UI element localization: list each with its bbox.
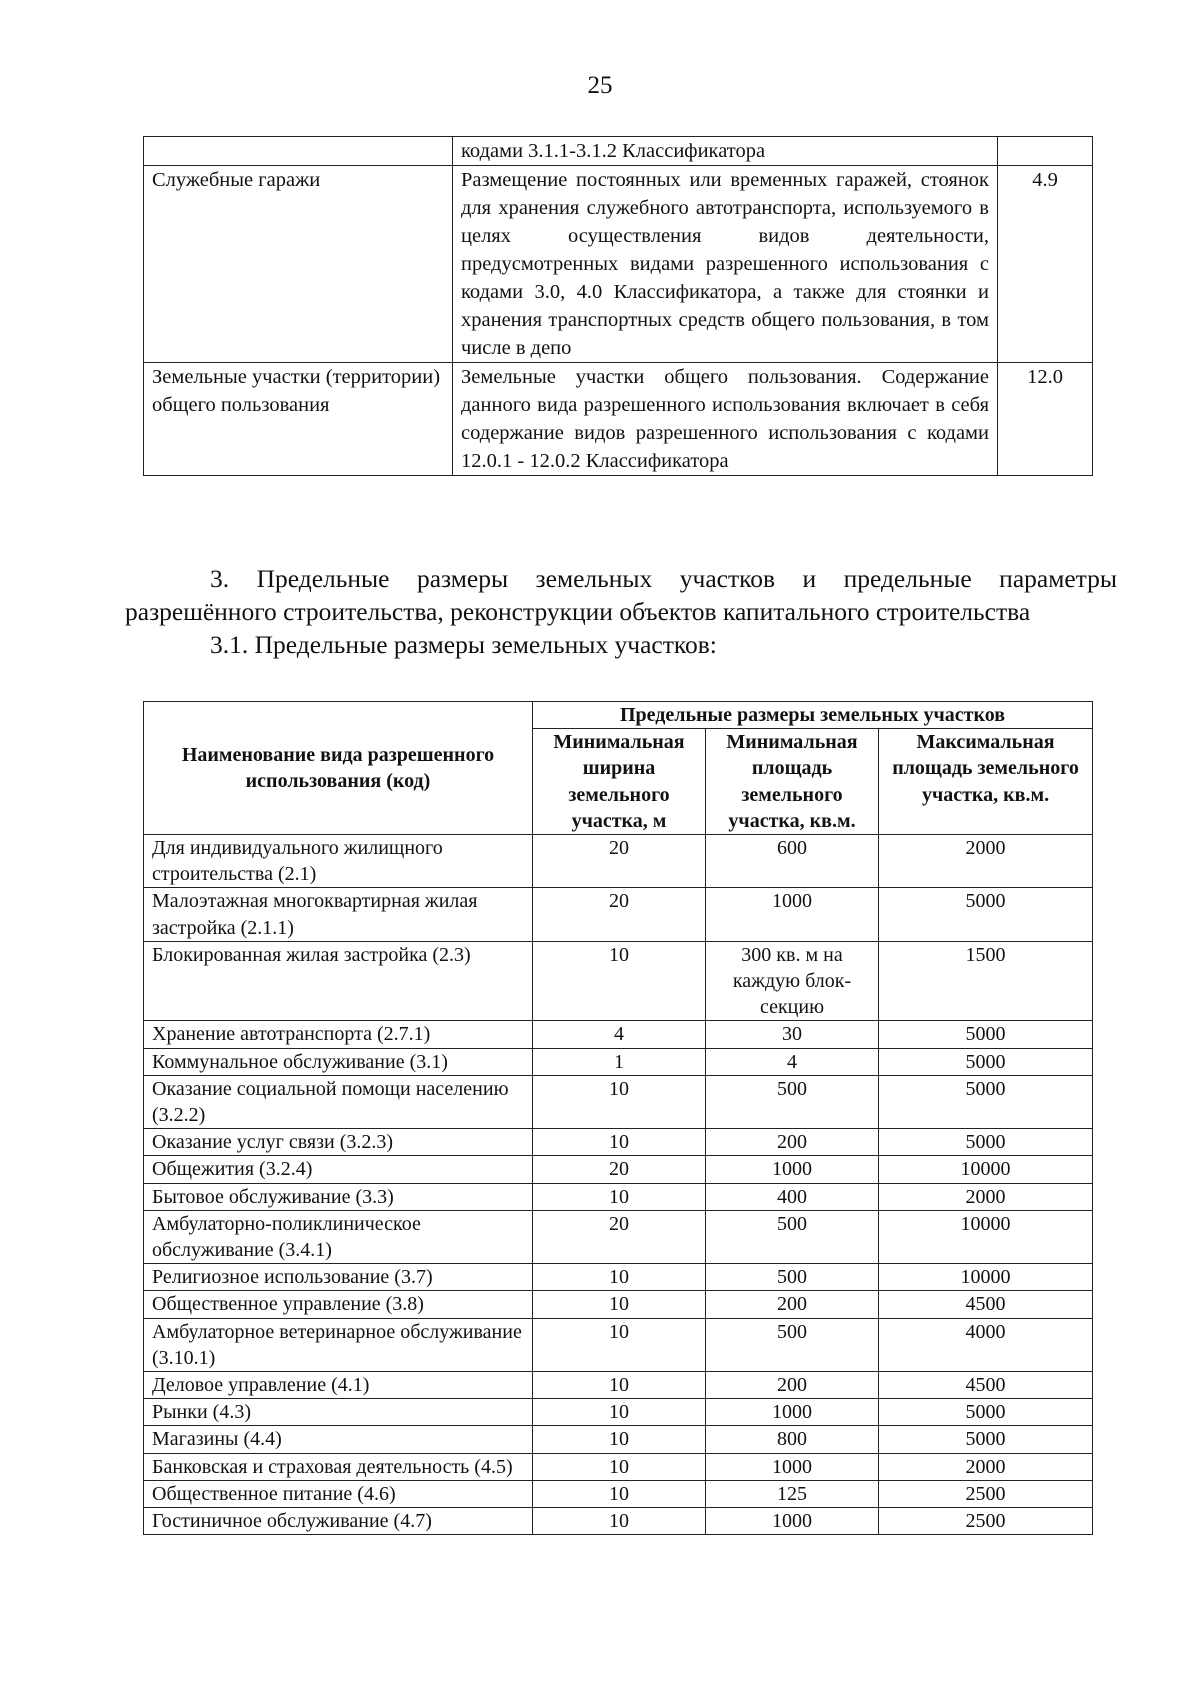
use-name-cell: Рынки (4.3): [144, 1399, 533, 1426]
max-area-cell: 4500: [879, 1372, 1093, 1399]
table-row: [144, 1129, 1093, 1156]
table-row: [144, 1480, 1093, 1507]
table-row: [144, 1291, 1093, 1318]
min-area-cell: 1000: [706, 1156, 879, 1183]
min-width-cell: 10: [533, 1372, 706, 1399]
use-name-cell: Деловое управление (4.1): [144, 1372, 533, 1399]
header-min-area: Минимальная площадь земельного участка, кв.м.: [706, 729, 879, 835]
use-name-cell: Для индивидуального жилищного строительства (2.1): [144, 835, 533, 888]
min-area-cell: 300 кв. м на каждую блок-секцию: [706, 941, 879, 1021]
max-area-cell: 10000: [879, 1156, 1093, 1183]
description-cell: Размещение постоянных или временных гаражей, стоянок для хранения служебного автотранспорта, используемого в целях осуществления видов деятельности, предусмотренных видами разрешенного использования с кодами 3.0, 4.0 Классификатора, а также для стоянки и хранения транспортных средств общего пользования, в том числе в депо: [453, 166, 998, 363]
max-area-cell: 2000: [879, 835, 1093, 888]
max-area-cell: 5000: [879, 1048, 1093, 1075]
max-area-cell: 2500: [879, 1508, 1093, 1535]
min-width-cell: 10: [533, 1264, 706, 1291]
use-name-cell: Амбулаторное ветеринарное обслуживание (3.10.1): [144, 1318, 533, 1371]
description-cell: кодами 3.1.1-3.1.2 Классификатора: [453, 137, 998, 166]
max-area-cell: 5000: [879, 888, 1093, 941]
min-area-cell: 500: [706, 1318, 879, 1371]
max-area-cell: 4500: [879, 1291, 1093, 1318]
max-area-cell: 10000: [879, 1210, 1093, 1263]
max-area-cell: 10000: [879, 1264, 1093, 1291]
min-area-cell: 500: [706, 1075, 879, 1128]
use-name-cell: Общественное управление (3.8): [144, 1291, 533, 1318]
permitted-use-table: [143, 136, 1093, 476]
max-area-cell: 2500: [879, 1480, 1093, 1507]
header-min-width: Минимальная ширина земельного участка, м: [533, 729, 706, 835]
min-width-cell: 4: [533, 1021, 706, 1048]
min-area-cell: 1000: [706, 888, 879, 941]
min-width-cell: 10: [533, 941, 706, 1021]
table-row: [144, 1426, 1093, 1453]
table-row: [144, 1021, 1093, 1048]
min-width-cell: 10: [533, 1075, 706, 1128]
header-max-area: Максимальная площадь земельного участка, кв.м.: [879, 729, 1093, 835]
min-width-cell: 10: [533, 1183, 706, 1210]
description-cell: Земельные участки общего пользования. Содержание данного вида разрешенного использования включает в себя содержание видов разрешенного использования с кодами 12.0.1 - 12.0.2 Классификатора: [453, 363, 998, 476]
max-area-cell: 5000: [879, 1075, 1093, 1128]
max-area-cell: 2000: [879, 1183, 1093, 1210]
min-width-cell: 20: [533, 1210, 706, 1263]
land-plot-size-table: [143, 701, 1093, 1535]
min-area-cell: 1000: [706, 1399, 879, 1426]
min-area-cell: 500: [706, 1264, 879, 1291]
table-row: [144, 166, 1093, 363]
min-width-cell: 10: [533, 1480, 706, 1507]
table-row: [144, 1508, 1093, 1535]
min-area-cell: 200: [706, 1291, 879, 1318]
table-row: [144, 1318, 1093, 1371]
use-name-cell: Хранение автотранспорта (2.7.1): [144, 1021, 533, 1048]
use-name-cell: Гостиничное обслуживание (4.7): [144, 1508, 533, 1535]
table-row: [144, 1453, 1093, 1480]
table-row: [144, 888, 1093, 941]
use-name-cell: Малоэтажная многоквартирная жилая застройка (2.1.1): [144, 888, 533, 941]
min-area-cell: 30: [706, 1021, 879, 1048]
max-area-cell: 1500: [879, 941, 1093, 1021]
header-use-name: Наименование вида разрешенного использования (код): [144, 702, 533, 835]
table-row: [144, 1075, 1093, 1128]
use-name-cell: Блокированная жилая застройка (2.3): [144, 941, 533, 1021]
table-row: [144, 1210, 1093, 1263]
min-width-cell: 20: [533, 888, 706, 941]
min-width-cell: 10: [533, 1399, 706, 1426]
max-area-cell: 5000: [879, 1021, 1093, 1048]
min-area-cell: 200: [706, 1372, 879, 1399]
use-name-cell: Бытовое обслуживание (3.3): [144, 1183, 533, 1210]
min-width-cell: 10: [533, 1426, 706, 1453]
max-area-cell: 5000: [879, 1399, 1093, 1426]
min-area-cell: 500: [706, 1210, 879, 1263]
min-area-cell: 800: [706, 1426, 879, 1453]
min-area-cell: 600: [706, 835, 879, 888]
use-name-cell: Общежития (3.2.4): [144, 1156, 533, 1183]
max-area-cell: 5000: [879, 1426, 1093, 1453]
section-subheading: 3.1. Предельные размеры земельных участков:: [210, 630, 717, 659]
page-number: 25: [587, 72, 613, 99]
min-width-cell: 10: [533, 1508, 706, 1535]
use-name-cell: Магазины (4.4): [144, 1426, 533, 1453]
use-name-cell: Банковская и страховая деятельность (4.5): [144, 1453, 533, 1480]
min-width-cell: 10: [533, 1291, 706, 1318]
table-row: [144, 1264, 1093, 1291]
min-area-cell: 400: [706, 1183, 879, 1210]
min-width-cell: 20: [533, 835, 706, 888]
use-name-cell: Служебные гаражи: [144, 166, 453, 363]
code-cell: [998, 137, 1093, 166]
min-area-cell: 1000: [706, 1453, 879, 1480]
use-name-cell: Коммунальное обслуживание (3.1): [144, 1048, 533, 1075]
table-row: [144, 835, 1093, 888]
min-area-cell: 125: [706, 1480, 879, 1507]
min-width-cell: 1: [533, 1048, 706, 1075]
table-row: [144, 137, 1093, 166]
use-name-cell: Оказание социальной помощи населению (3.2.2): [144, 1075, 533, 1128]
code-cell: 12.0: [998, 363, 1093, 476]
table-row: [144, 1156, 1093, 1183]
code-cell: 4.9: [998, 166, 1093, 363]
table-row: [144, 363, 1093, 476]
table-row: [144, 941, 1093, 1021]
min-area-cell: 200: [706, 1129, 879, 1156]
section-3: [125, 562, 1117, 661]
max-area-cell: 5000: [879, 1129, 1093, 1156]
max-area-cell: 2000: [879, 1453, 1093, 1480]
use-name-cell: [144, 137, 453, 166]
table-row: [144, 1183, 1093, 1210]
max-area-cell: 4000: [879, 1318, 1093, 1371]
min-area-cell: 4: [706, 1048, 879, 1075]
table-row: [144, 1048, 1093, 1075]
header-size-group: Предельные размеры земельных участков: [533, 702, 1093, 729]
use-name-cell: Земельные участки (территории) общего пользования: [144, 363, 453, 476]
section-heading: 3. Предельные размеры земельных участков и предельные параметры разрешённого строительства, реконструкции объектов капитального строительства: [125, 564, 1117, 626]
table-row: [144, 1399, 1093, 1426]
min-width-cell: 10: [533, 1129, 706, 1156]
use-name-cell: Оказание услуг связи (3.2.3): [144, 1129, 533, 1156]
min-width-cell: 20: [533, 1156, 706, 1183]
min-area-cell: 1000: [706, 1508, 879, 1535]
use-name-cell: Амбулаторно-поликлиническое обслуживание (3.4.1): [144, 1210, 533, 1263]
min-width-cell: 10: [533, 1453, 706, 1480]
use-name-cell: Религиозное использование (3.7): [144, 1264, 533, 1291]
use-name-cell: Общественное питание (4.6): [144, 1480, 533, 1507]
table-row: [144, 1372, 1093, 1399]
min-width-cell: 10: [533, 1318, 706, 1371]
